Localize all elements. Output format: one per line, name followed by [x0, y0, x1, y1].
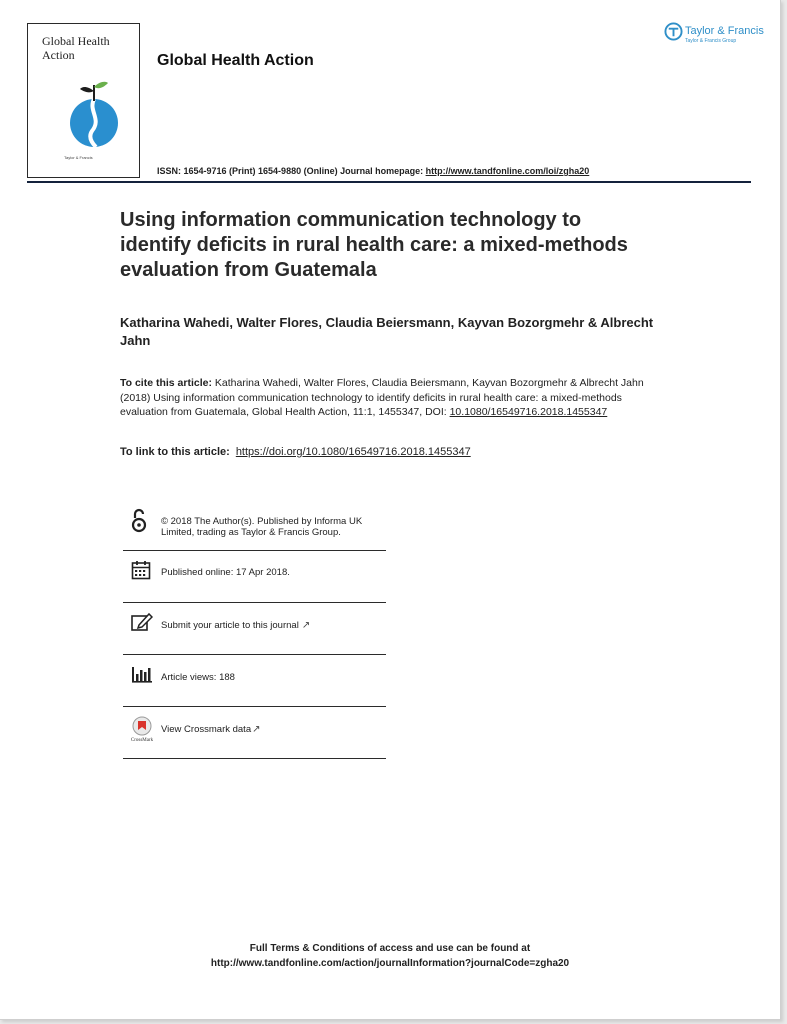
- crossmark-label: View Crossmark data: [161, 724, 252, 735]
- crossmark-link[interactable]: [161, 724, 261, 735]
- publisher-subtitle: Taylor & Francis Group: [685, 38, 737, 44]
- footer-line-1: Full Terms & Conditions of access and use can be found at: [249, 943, 531, 954]
- views-row: [123, 655, 386, 707]
- submit-article-link[interactable]: [161, 620, 310, 631]
- submit-label: Submit your article to this journal: [161, 620, 299, 631]
- issn-text: ISSN: 1654-9716 (Print) 1654-9880 (Online) Journal homepage:: [157, 166, 426, 176]
- crossmark-icon: [131, 716, 153, 742]
- globe-sprout-icon: [68, 79, 118, 149]
- published-row: [123, 551, 386, 603]
- journal-name: Global Health Action: [157, 52, 314, 69]
- article-doi-link[interactable]: https://doi.org/10.1080/16549716.2018.1455347: [235, 446, 471, 458]
- article-info-box: [123, 510, 386, 759]
- copyright-text: © 2018 The Author(s). Published by Informa UK Limited, trading as Taylor & Francis Group.: [161, 516, 363, 538]
- article-views: Article views: 188: [161, 672, 235, 683]
- journal-cover: [27, 23, 140, 178]
- external-link-icon: ↗: [252, 724, 261, 735]
- crossmark-badge-text: CrossMark: [131, 738, 153, 742]
- article-link-line: [120, 446, 471, 458]
- edit-pencil-icon: [131, 612, 153, 632]
- published-date: Published online: 17 Apr 2018.: [161, 567, 290, 578]
- external-link-icon: ↗: [301, 620, 311, 631]
- terms-footer: [0, 941, 780, 971]
- article-authors: Katharina Wahedi, Walter Flores, Claudia Beiersmann, Kayvan Bozorgmehr & Albrecht Jahn: [120, 315, 654, 348]
- cover-publisher-mark: Taylor & Francis: [64, 155, 93, 160]
- copyright-row: [123, 510, 386, 551]
- crossmark-row[interactable]: [123, 707, 386, 759]
- submit-row[interactable]: [123, 603, 386, 655]
- journal-homepage-link[interactable]: http://www.tandfonline.com/loi/zgha20: [425, 166, 590, 176]
- citation-block: [120, 376, 665, 420]
- link-label: To link to this article:: [120, 446, 230, 458]
- cite-doi-link[interactable]: 10.1080/16549716.2018.1455347: [449, 406, 608, 418]
- publisher-brand: Taylor & Francis: [685, 25, 764, 37]
- cover-title: Global Health Action: [42, 34, 110, 62]
- issn-line: [157, 166, 589, 176]
- open-access-icon: [131, 508, 147, 534]
- footer-terms-link[interactable]: http://www.tandfonline.com/action/journalInformation?journalCode=zgha20: [210, 958, 570, 969]
- cite-text: Katharina Wahedi, Walter Flores, Claudia Beiersmann, Kayvan Bozorgmehr & Albrecht Jahn (2018) Using information communication technology to identify deficits in rural health care: a mixed-methods evaluation from Guatemala, Global Health Action, 11:1, 1455347, DOI:: [120, 377, 644, 418]
- calendar-icon: [131, 560, 151, 580]
- bar-chart-icon: [131, 665, 153, 683]
- taylor-francis-logo-icon: [664, 22, 683, 41]
- cite-label: To cite this article:: [120, 377, 212, 389]
- article-title: Using information communication technology to identify deficits in rural health care: a mixed-methods evaluation from Guatemala: [120, 209, 628, 281]
- header-divider: [27, 181, 751, 183]
